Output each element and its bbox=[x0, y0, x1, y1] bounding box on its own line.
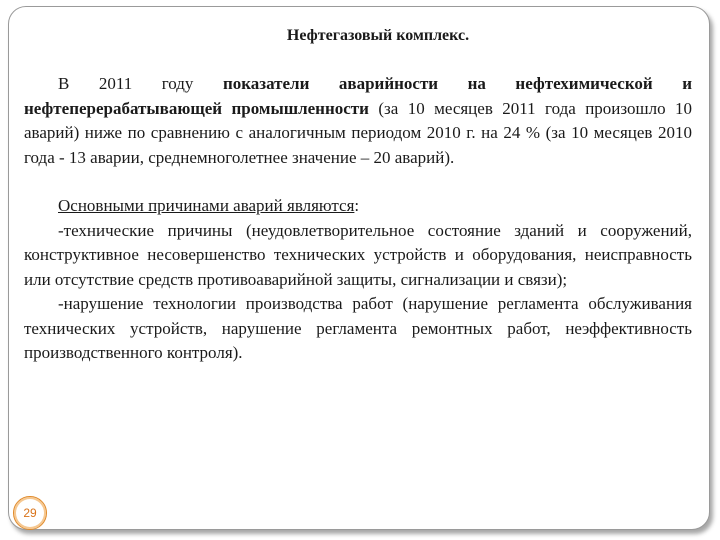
slide-title: Нефтегазовый комплекс. bbox=[286, 27, 470, 44]
slide-content bbox=[24, 24, 692, 366]
paragraph-accident-rates bbox=[24, 72, 692, 170]
cause-item-technical: -технические причины (неудовлетворительное состояние зданий и сооружений, конструктивное несовершенство технических устройств и оборудования, неисправность или отсутствие средств противоаварийной защиты, сигнализации и связи); bbox=[24, 220, 692, 289]
paragraph-accident-rates-emphasis: показатели аварийности на нефтехимической и нефтеперерабатывающей промышленности bbox=[24, 74, 692, 118]
cause-item-technology-violation: -нарушение технологии производства работ (нарушение регламента обслуживания технических устройств, нарушение регламента ремонтных работ, неэффективность производственного контроля). bbox=[24, 294, 692, 362]
causes-heading bbox=[24, 194, 692, 219]
causes-section bbox=[24, 194, 692, 366]
causes-heading-colon: : bbox=[354, 196, 360, 215]
paragraph-accident-rates-details: (за 10 месяцев 2011 года произошло 10 аварий) ниже по сравнению с аналогичным периодом 2010 г. на 24 % (за 10 месяцев 2010 года - 13 аварии, среднемноголетнее значение – 20 аварий). bbox=[24, 98, 692, 167]
page-number-badge: 29 bbox=[13, 496, 47, 530]
paragraph-accident-rates-intro: В 2011 году bbox=[58, 74, 223, 93]
causes-heading-text: Основными причинами аварий являются bbox=[58, 196, 355, 215]
